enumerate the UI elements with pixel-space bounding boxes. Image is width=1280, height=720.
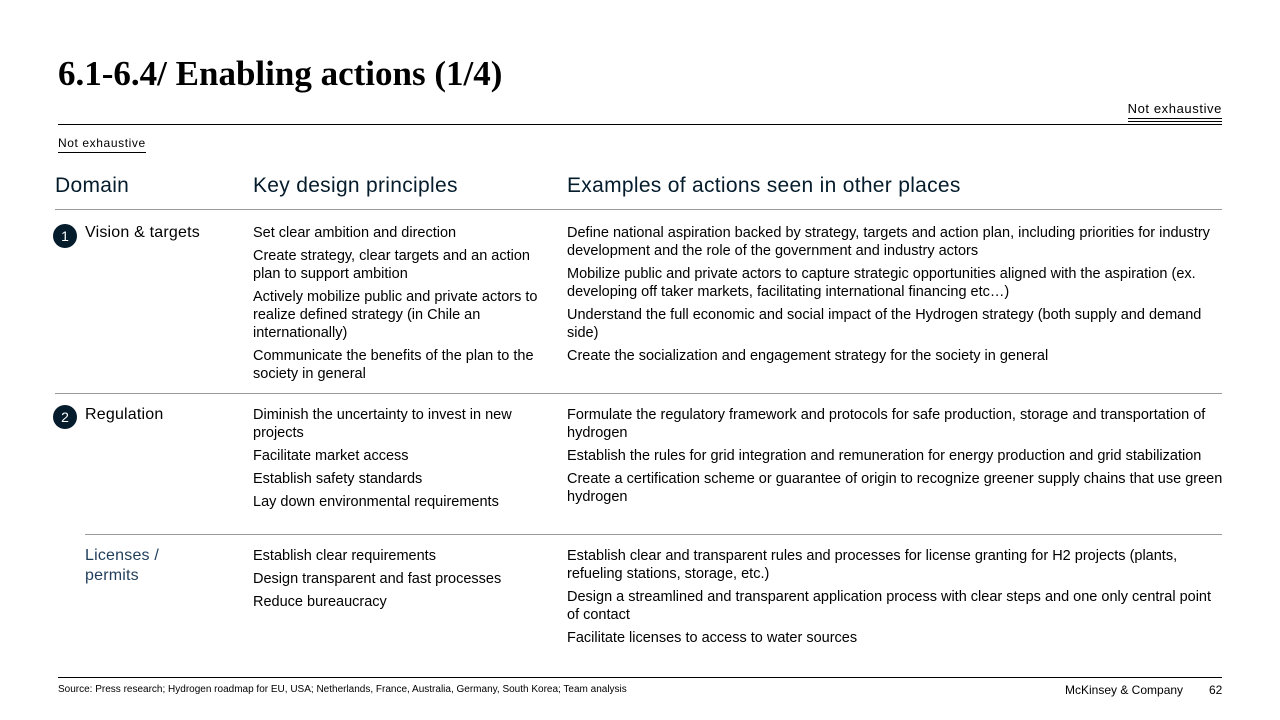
row-number-badge: 1 [53,224,77,248]
principles-list [253,406,543,516]
header-key-design-principles: Key design principles [253,174,458,197]
principle-item: Reduce bureaucracy [253,594,387,610]
principle-item: Lay down environmental requirements [253,494,499,510]
examples-list [567,406,1227,511]
principle-item: Design transparent and fast processes [253,571,502,587]
footer-divider [58,677,1222,678]
example-item: Define national aspiration backed by strategy, targets and action plan, including priorities for industry development and the role of the government and industry actors [567,225,1210,259]
examples-list [567,224,1227,370]
principle-item: Set clear ambition and direction [253,225,457,241]
header-divider [55,209,1222,210]
principle-item: Diminish the uncertainty to invest in new projects [253,407,512,441]
row-divider [85,534,1222,535]
not-exhaustive-tag-right: Not exhaustive [1128,101,1222,119]
example-item: Create the socialization and engagement strategy for the society in general [567,348,1049,364]
principle-item: Communicate the benefits of the plan to the society in general [253,348,534,382]
header-domain: Domain [55,174,130,197]
source-note: Source: Press research; Hydrogen roadmap for EU, USA; Netherlands, France, Australia, Germany, South Korea; Team analysis [58,684,627,695]
example-item: Establish clear and transparent rules and processes for license granting for H2 projects (plants, refueling stations, storage, etc.) [567,548,1178,582]
domain-regulation: Regulation [85,406,164,423]
not-exhaustive-tag-left: Not exhaustive [58,136,146,153]
examples-list [567,547,1227,652]
example-item: Design a streamlined and transparent application process with clear steps and one only central point of contact [567,589,1212,623]
page-title: 6.1-6.4/ Enabling actions (1/4) [58,54,503,93]
example-item: Create a certification scheme or guarantee of origin to recognize greener supply chains that use green hydrogen [567,471,1223,505]
example-item: Understand the full economic and social impact of the Hydrogen strategy (both supply and demand side) [567,307,1202,341]
principle-item: Establish clear requirements [253,548,436,564]
brand-name: McKinsey & Company [1065,683,1184,697]
principle-item: Facilitate market access [253,448,409,464]
title-divider [58,124,1222,125]
example-item: Facilitate licenses to access to water sources [567,630,858,646]
principle-item: Create strategy, clear targets and an action plan to support ambition [253,248,530,282]
header-examples: Examples of actions seen in other places [567,174,961,197]
domain-vision-targets: Vision & targets [85,224,200,241]
page-number: 62 [1209,683,1223,697]
principle-item: Establish safety standards [253,471,423,487]
domain-licenses-permits: Licenses / permits [85,547,160,584]
row-number-badge: 2 [53,405,77,429]
principles-list [253,224,543,388]
example-item: Formulate the regulatory framework and protocols for safe production, storage and transportation of hydrogen [567,407,1206,441]
principle-item: Actively mobilize public and private actors to realize defined strategy (in Chile an internationally) [253,289,538,341]
example-item: Mobilize public and private actors to capture strategic opportunities aligned with the aspiration (ex. developing off taker markets, facilitating international financing etc…) [567,266,1196,300]
row-divider [55,393,1222,394]
example-item: Establish the rules for grid integration and remuneration for energy production and grid stabilization [567,448,1202,464]
principles-list [253,547,543,616]
